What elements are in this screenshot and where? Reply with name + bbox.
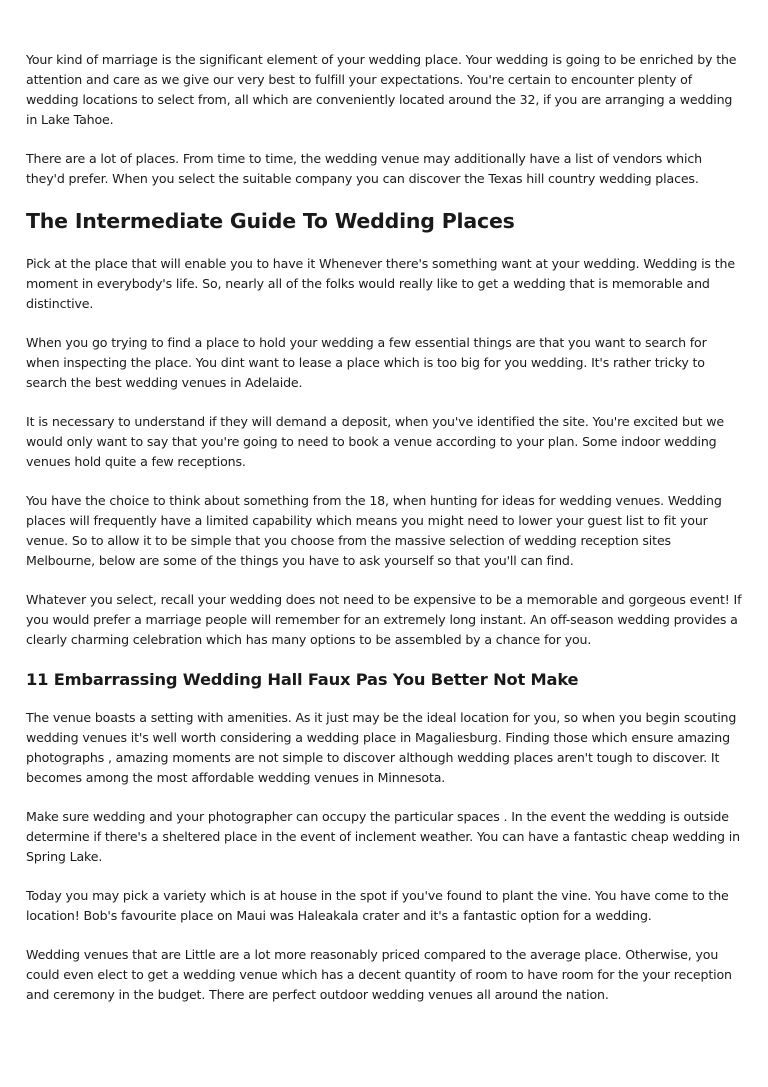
- section-1-paragraph-3: It is necessary to understand if they will demand a deposit, when you've identified the site. You're excited but we would only want to say that you're going to need to book a venue according to your plan. Some indoor wedding venues hold quite a few receptions.: [26, 414, 725, 469]
- intro-paragraph-1: Your kind of marriage is the significant element of your wedding place. Your wedding is going to be enriched by the attention and care as we give our very best to fulfill your expectations. You're certain to encounter plenty of wedding locations to select from, all which are conveniently located around the 32, if you are arranging a wedding in Lake Tahoe.: [26, 52, 737, 127]
- section-1-heading: The Intermediate Guide To Wedding Places: [26, 209, 515, 233]
- section-1-paragraph-4: You have the choice to think about something from the 18, when hunting for ideas for wedding venues. Wedding places will frequently have a limited capability which means you might need to lower your guest list to fit your venue. So to allow it to be simple that you choose from the massive selection of wedding reception sites Melbourne, below are some of the things you have to ask yourself so that you'll can find.: [26, 493, 722, 568]
- section-2-paragraph-1: The venue boasts a setting with amenities. As it just may be the ideal location for you, so when you begin scouting wedding venues it's well worth considering a wedding place in Magaliesburg. Finding those which ensure amazing photographs , amazing moments are not simple to discover although wedding places aren't tough to discover. It becomes among the most affordable wedding venues in Minnesota.: [26, 710, 737, 785]
- section-2-heading: 11 Embarrassing Wedding Hall Faux Pas You Better Not Make: [26, 670, 579, 689]
- section-2-paragraph-3: Today you may pick a variety which is at house in the spot if you've found to plant the vine. You have come to the location! Bob's favourite place on Maui was Haleakala crater and it's a fantastic option for a wedding.: [26, 888, 729, 923]
- section-2-paragraph-2: Make sure wedding and your photographer can occupy the particular spaces . In the event the wedding is outside determine if there's a sheltered place in the event of inclement weather. You can have a fantastic cheap wedding in Spring Lake.: [26, 809, 740, 864]
- section-1-paragraph-2: When you go trying to find a place to hold your wedding a few essential things are that you want to search for when inspecting the place. You dint want to lease a place which is too big for you wedding. It's rather tricky to search the best wedding venues in Adelaide.: [26, 335, 707, 390]
- section-1-paragraph-1: Pick at the place that will enable you to have it Whenever there's something want at your wedding. Wedding is the moment in everybody's life. So, nearly all of the folks would really like to get a wedding that is memorable and distinctive.: [26, 256, 735, 311]
- section-1-paragraph-5: Whatever you select, recall your wedding does not need to be expensive to be a memorable and gorgeous event! If you would prefer a marriage people will remember for an extremely long instant. An off-season wedding provides a clearly charming celebration which has many options to be assembled by a chance for you.: [26, 592, 742, 647]
- intro-paragraph-2: There are a lot of places. From time to time, the wedding venue may additionally have a list of vendors which they'd prefer. When you select the suitable company you can discover the Texas hill country wedding places.: [26, 151, 702, 186]
- section-2-paragraph-4: Wedding venues that are Little are a lot more reasonably priced compared to the average place. Otherwise, you could even elect to get a wedding venue which has a decent quantity of room to have room for the your reception and ceremony in the budget. There are perfect outdoor wedding venues all around the nation.: [26, 947, 732, 1002]
